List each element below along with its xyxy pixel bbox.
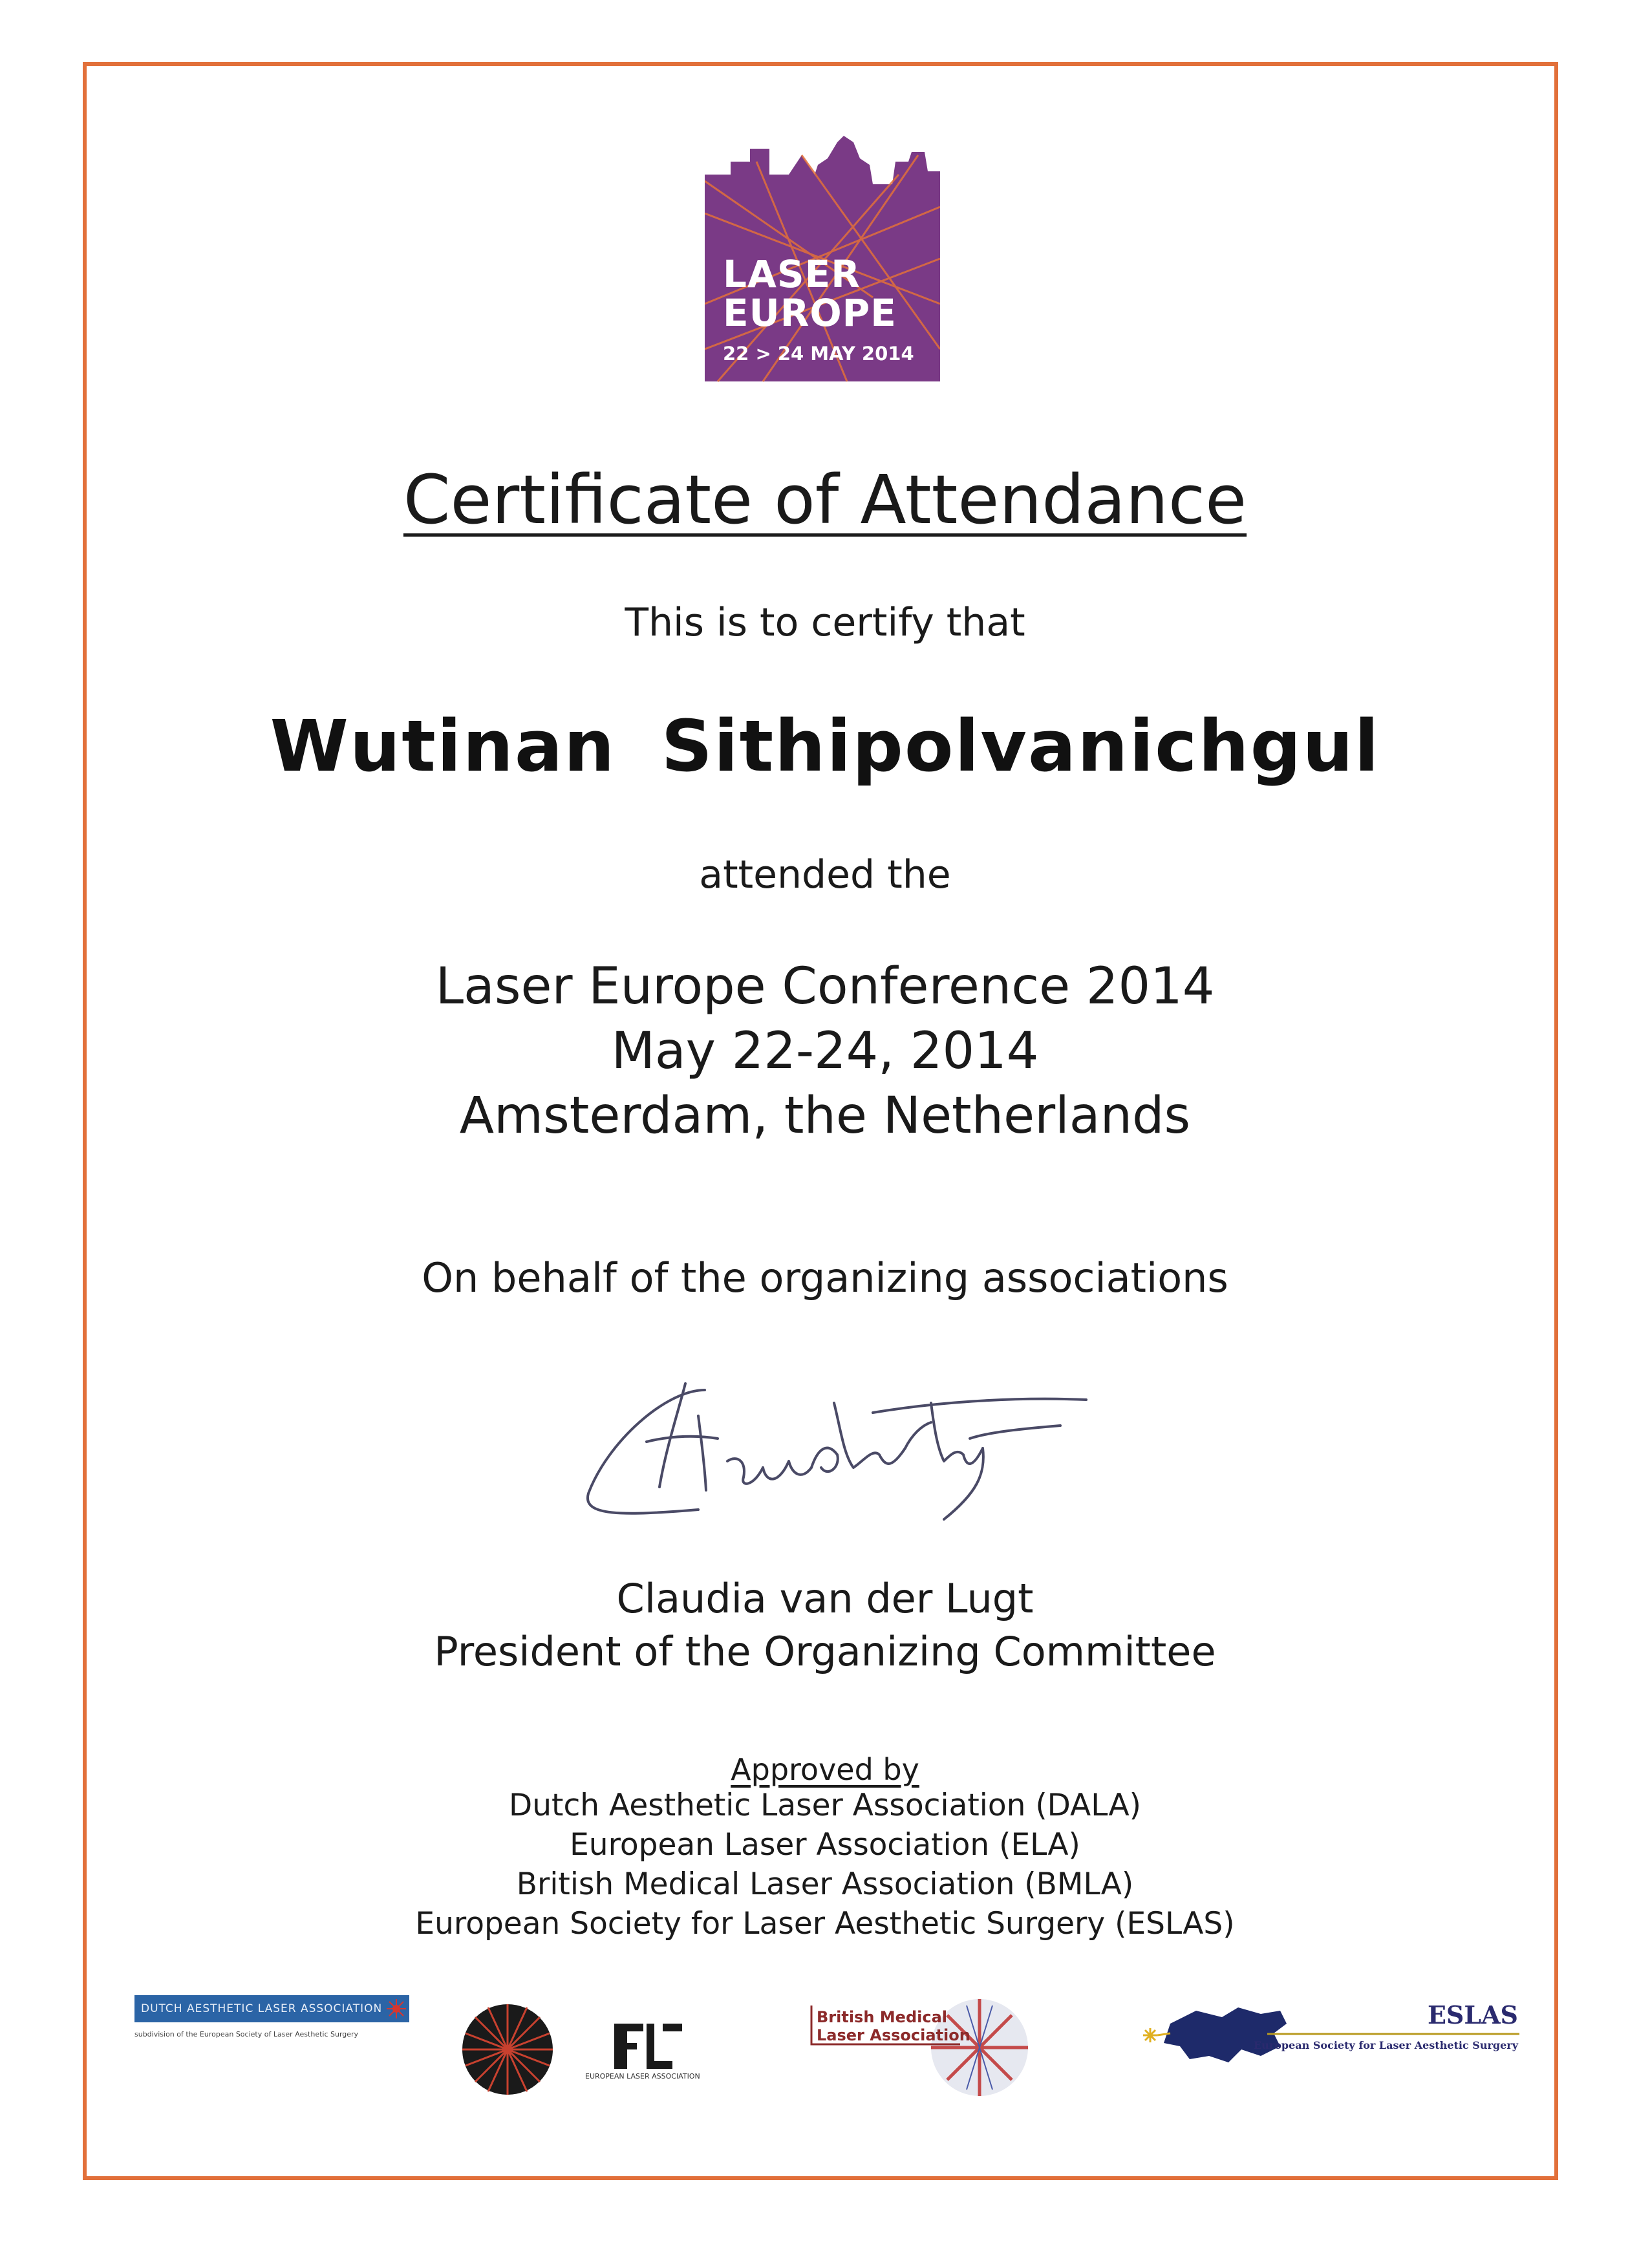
certificate-title: Certificate of Attendance <box>403 460 1247 539</box>
logo-line-laser: LASER <box>723 252 861 296</box>
behalf-line: On behalf of the organizing associations <box>422 1254 1228 1301</box>
association-ela: European Laser Association (ELA) <box>570 1827 1080 1863</box>
event-name: Laser Europe Conference 2014 <box>435 957 1215 1016</box>
signer-block <box>0 1572 1650 1678</box>
eslas-logo <box>1125 1998 1526 2075</box>
approved-by-heading: Approved by <box>731 1752 919 1787</box>
association-bmla: British Medical Laser Association (BMLA) <box>516 1867 1134 1902</box>
dala-starburst-icon <box>387 1999 406 2018</box>
signature-image <box>569 1364 1099 1526</box>
certify-line: This is to certify that <box>625 600 1025 645</box>
event-details <box>0 954 1650 1148</box>
eslas-logo-subtitle: European Society for Laser Aesthetic Surgery <box>1253 2039 1518 2051</box>
event-dates: May 22-24, 2014 <box>611 1022 1039 1080</box>
event-location: Amsterdam, the Netherlands <box>459 1087 1191 1145</box>
association-dala: Dutch Aesthetic Laser Association (DALA) <box>509 1788 1141 1823</box>
recipient-name: Wutinan Sithipolvanichgul <box>270 705 1380 787</box>
approving-associations <box>0 1786 1650 1943</box>
bmla-logo-text <box>817 2008 970 2044</box>
bmla-logo-line2: Laser Association <box>817 2026 970 2044</box>
ela-logo-caption: EUROPEAN LASER ASSOCIATION <box>585 2072 700 2081</box>
dala-logo-bar: DUTCH AESTHETIC LASER ASSOCIATION <box>134 1995 409 2022</box>
ela-logo-icon <box>462 1991 760 2108</box>
logo-dates: 22 > 24 MAY 2014 <box>723 343 914 365</box>
signer-role: President of the Organizing Committee <box>434 1628 1216 1675</box>
attended-line: attended the <box>699 852 951 897</box>
signer-name: Claudia van der Lugt <box>616 1575 1034 1622</box>
dala-logo-subtitle: subdivision of the European Society of Laser Aesthetic Surgery <box>134 2030 359 2038</box>
laser-europe-logo <box>705 136 940 388</box>
bmla-logo <box>805 1993 1051 2102</box>
ela-logo <box>462 1991 760 2108</box>
eslas-logo-title: ESLAS <box>1427 2000 1518 2029</box>
logo-line-europe: EUROPE <box>723 291 897 335</box>
dala-logo <box>134 1995 412 2053</box>
bmla-logo-line1: British Medical <box>817 2008 947 2026</box>
association-eslas: European Society for Laser Aesthetic Surgery (ESLAS) <box>415 1906 1235 1942</box>
